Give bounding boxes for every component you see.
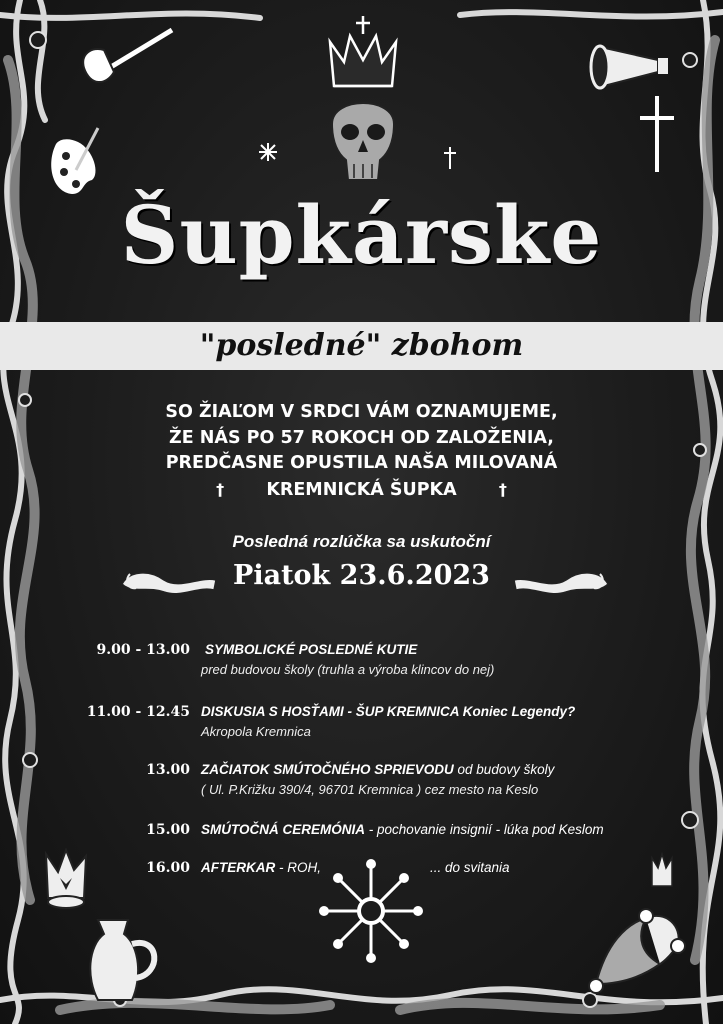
program-event-rest: od budovy školy [453,762,555,777]
program-event-title: SYMBOLICKÉ POSLEDNÉ KUTIE [205,642,418,657]
star-icon [258,142,278,162]
program-time: 11.00 - 12.45 [86,704,190,720]
program-time: 9.00 - 13.00 [96,642,190,658]
announcement-line-4 [0,477,723,504]
megaphone-icon [588,36,674,96]
skull-with-crown-icon [322,14,404,186]
axe-icon [78,24,176,100]
announcement-line-1: SO ŽIAĽOM V SRDCI VÁM OZNAMUJEME, [165,402,558,422]
page-title: Šupkárske [120,188,603,282]
program-event-tail: ... do svitania [430,860,510,875]
announcement-line-2: ŽE NÁS PO 57 ROKOCH OD ZALOŽENIA, [169,427,554,448]
program-detail: pred budovou školy (truhla a výroba klincov do nej) [201,662,495,677]
announcement [0,400,723,503]
program-event [201,860,321,875]
cross-icon [443,146,457,170]
program-time: 16.00 [146,860,190,876]
program-detail: ( Ul. P.Križku 390/4, 96701 Kremnica ) cez mesto na Keslo [201,782,539,797]
farewell-label: Posledná rozlúčka sa uskutoční [232,532,491,551]
subtitle: "posledné" zbohom [199,328,524,363]
program-event-rest: - ROH, [275,860,321,875]
program-time: 13.00 [146,762,190,778]
announcement-line-4-text: KREMNICKÁ ŠUPKA [266,479,457,500]
program-event-title: AFTERKAR [201,860,276,875]
program-time: 15.00 [146,822,190,838]
program-event [201,704,575,719]
program-event-title: DISKUSIA S HOSŤAMI - ŠUP KREMNICA Koniec Legendy? [201,704,576,719]
program-event-rest: - pochovanie insignií - lúka pod Keslom [365,822,604,837]
paint-palette-icon [46,124,100,198]
program-event [205,642,417,657]
jug-icon [82,916,162,1008]
crown-icon [44,848,90,910]
sun-wheel-icon [316,856,426,966]
announcement-line-3: PREDČASNE OPUSTILA NAŠA MILOVANÁ [165,453,558,473]
cross-symbol-left: † [216,479,225,499]
program-event-title: SMÚTOČNÁ CEREMÓNIA [201,822,366,837]
program-event-title: ZAČIATOK SMÚTOČNÉHO SPRIEVODU [201,762,454,777]
crown-icon [650,852,674,890]
cross-icon [636,94,678,174]
cross-symbol-right: † [498,479,507,499]
program-event [201,822,604,837]
program-detail: Akropola Kremnica [201,724,311,739]
program-event [201,762,554,777]
event-date: Piatok 23.6.2023 [233,560,490,591]
jester-hat-icon [586,904,686,1000]
